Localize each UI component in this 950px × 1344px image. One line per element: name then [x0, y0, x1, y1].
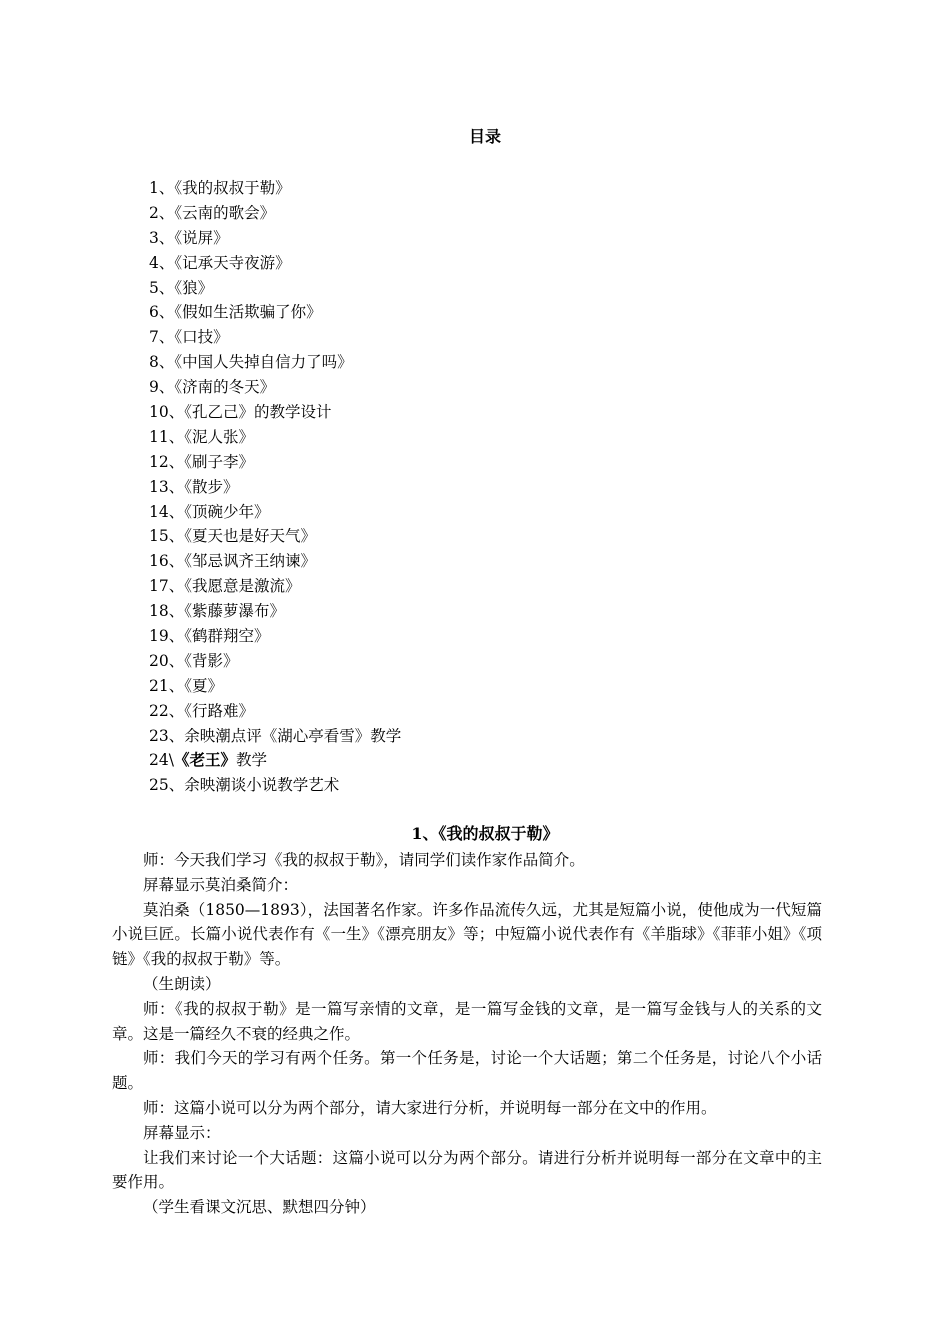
toc-list — [149, 176, 401, 798]
toc-item-22: 22、《行路难》 — [149, 701, 254, 720]
toc-item-15: 15、《夏天也是好天气》 — [149, 527, 316, 546]
paragraph-5: 师：《我的叔叔于勒》是一篇写亲情的文章，是一篇写金钱的文章，是一篇写金钱与人的关系的文章。这是一篇经久不衰的经典之作。 — [112, 999, 822, 1043]
toc-item-4: 4、《记承天寺夜游》 — [149, 253, 291, 272]
toc-item-11: 11、《泥人张》 — [149, 427, 254, 446]
section-body — [112, 848, 822, 1220]
toc-title: 目录 — [468, 127, 501, 146]
toc-item-5: 5、《狼》 — [149, 278, 214, 297]
toc-item-17: 17、《我愿意是激流》 — [149, 577, 301, 596]
toc-item-24-title: 《老王》 — [173, 750, 236, 770]
paragraph-6: 师：我们今天的学习有两个任务。第一个任务是，讨论一个大话题；第二个任务是，讨论八个小话题。 — [112, 1049, 822, 1093]
toc-item-25: 25、余映潮谈小说教学艺术 — [149, 776, 340, 795]
toc-item-8: 8、《中国人失掉自信力了吗》 — [149, 353, 353, 372]
toc-item-9: 9、《济南的冬天》 — [149, 378, 276, 397]
paragraph-2: 屏幕显示莫泊桑简介： — [143, 875, 299, 894]
toc-item-6: 6、《假如生活欺骗了你》 — [149, 303, 322, 322]
toc-item-13: 13、《散步》 — [149, 477, 239, 496]
toc-item-10: 10、《孔乙己》的教学设计 — [149, 403, 332, 422]
toc-item-20: 20、《背影》 — [149, 651, 239, 670]
paragraph-1: 师：今天我们学习《我的叔叔于勒》，请同学们读作家作品简介。 — [143, 851, 585, 869]
toc-item-21: 21、《夏》 — [149, 676, 223, 695]
toc-item-3: 3、《说屏》 — [149, 228, 229, 247]
toc-item-12: 12、《刷子李》 — [149, 452, 254, 471]
paragraph-9: 让我们来讨论一个大话题：这篇小说可以分为两个部分。请进行分析并说明每一部分在文章中的主要作用。 — [112, 1148, 822, 1192]
paragraph-3: 莫泊桑（1850—1893），法国著名作家。许多作品流传久远，尤其是短篇小说，使他成为一代短篇小说巨匠。长篇小说代表作有《一生》《漂亮朋友》等；中短篇小说代表作有《羊脂球》《菲菲小姐》《项链》《我的叔叔于勒》等。 — [112, 900, 822, 969]
toc-item-16: 16、《邹忌讽齐王纳谏》 — [149, 552, 316, 571]
toc-item-24-suffix: 教学 — [235, 751, 267, 770]
toc-item-24 — [149, 748, 401, 773]
toc-item-23: 23、余映潮点评《湖心亭看雪》教学 — [149, 726, 402, 745]
toc-item-7: 7、《口技》 — [149, 328, 229, 347]
toc-item-1: 1、《我的叔叔于勒》 — [149, 179, 291, 197]
toc-item-24-prefix: 24\ — [149, 751, 174, 770]
paragraph-8: 屏幕显示： — [143, 1123, 221, 1142]
toc-item-19: 19、《鹤群翔空》 — [149, 627, 270, 646]
toc-item-2: 2、《云南的歌会》 — [149, 203, 276, 222]
section-title: 1、《我的叔叔于勒》 — [411, 824, 559, 843]
paragraph-10: （学生看课文沉思、默想四分钟） — [143, 1198, 376, 1217]
paragraph-7: 师：这篇小说可以分为两个部分，请大家进行分析，并说明每一部分在文中的作用。 — [143, 1098, 717, 1117]
toc-item-14: 14、《顶碗少年》 — [149, 502, 270, 521]
toc-item-18: 18、《紫藤萝瀑布》 — [149, 602, 285, 621]
paragraph-4: （生朗读） — [143, 974, 221, 993]
